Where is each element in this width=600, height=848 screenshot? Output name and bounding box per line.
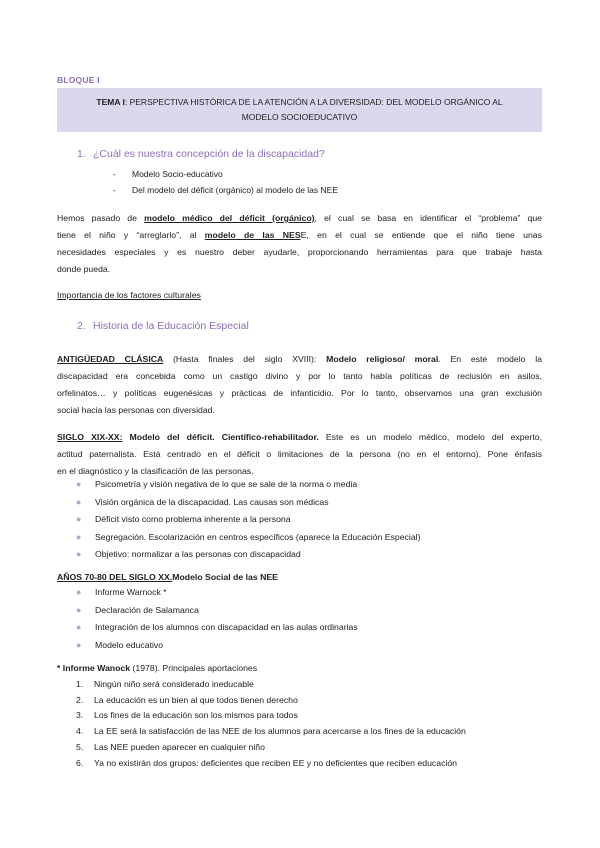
anos-heading — [57, 572, 278, 582]
section-1-heading — [77, 148, 325, 160]
list-item: 3. Los fines de la educación son los mismos para todos — [76, 710, 298, 721]
bloque-label: BLOQUE I — [57, 75, 100, 85]
term-modelo-religioso: Modelo religioso/ moral — [326, 354, 439, 364]
list-item: ● Objetivo: normalizar a las personas con discapacidad — [76, 546, 420, 564]
list-item: ● Psicometría y visión negativa de lo que se sale de la norma o media — [76, 476, 420, 494]
term-anos: AÑOS 70-80 DEL SIGLO XX. — [57, 572, 173, 582]
list-item: 6. Ya no existirán dos grupos: deficientes que reciben EE y no deficientes que reciben educación — [76, 757, 458, 768]
section-2-heading — [77, 320, 249, 332]
tema-title-part1: : PERSPECTIVA HISTÓRICA DE LA ATENCIÓN A LA DIVERSIDAD: DEL MODELO ORGÁNICO AL — [124, 97, 503, 107]
tema-line-1 — [57, 95, 542, 110]
bullet-icon: ● — [76, 587, 82, 597]
bullet-icon: ● — [76, 496, 82, 507]
section-1-title: ¿Cuál es nuestra concepción de la discapacidad? — [93, 148, 325, 160]
section-2-title: Historia de la Educación Especial — [93, 320, 249, 332]
bullet-icon: ● — [76, 514, 82, 524]
paragraph-antiguedad: ANTIGÜEDAD CLÁSICA (Hasta finales del siglo XVIII): Modelo religioso/ moral. En este modelo la discapacidad era concebida como un castigo divino y por lo tanto había políticas de reclusión en asilos, orfelinatos… y políticas eugenésicas y prácticas de infanticidio. Por lo tanto, observamos una gran exclusión social hacia las personas con diversidad. — [57, 354, 542, 415]
section-2-number: 2. — [77, 320, 86, 332]
list-item: ● Declaración de Salamanca — [76, 602, 358, 620]
section-1-number: 1. — [77, 148, 86, 160]
paragraph-siglo: SIGLO XIX-XX: Modelo del déficit. Científico-rehabilitador. Este es un modelo médico, modelo del experto, actitud paternalista. Está centrado en el déficit o limitaciones de la persona (no en el entorno). Pone énfasis en el diagnóstico y la clasificación de las personas. — [57, 432, 542, 476]
list-item: ● Visión orgánica de la discapacidad. Las causas son médicas — [76, 494, 420, 512]
term-modelo-deficit: Modelo del déficit. Científico-rehabilitador. — [122, 432, 319, 442]
tema-title-part2: MODELO SOCIOEDUCATIVO — [241, 112, 358, 122]
anos-bullet-list — [76, 584, 358, 654]
term-modelo-social: Modelo Social de las NEE — [172, 572, 278, 582]
bullet-icon: ● — [76, 531, 82, 542]
list-item: ● Segregación. Escolarización en centros específicos (aparece la Educación Especial) — [76, 529, 420, 547]
list-item: 1. Ningún niño será considerado ineducable — [76, 679, 254, 689]
bullet-icon: ● — [76, 549, 82, 559]
term-modelo-nee: modelo de las NES — [204, 230, 301, 240]
term-modelo-medico: modelo médico del déficit (orgánico) — [144, 213, 315, 223]
list-item: 5. Las NEE pueden aparecer en cualquier niño — [76, 741, 265, 752]
bullet-icon: ● — [76, 639, 82, 650]
bullet-icon: ● — [76, 622, 82, 632]
list-item: ● Integración de los alumnos con discapacidad en las aulas ordinarias — [76, 619, 358, 637]
bullet-icon: ● — [76, 479, 82, 489]
tema-header-box — [57, 88, 542, 132]
bullet-icon: ● — [76, 604, 82, 615]
term-antiguedad: ANTIGÜEDAD CLÁSICA — [57, 354, 164, 364]
list-item: 4. La EE será la satisfacción de las NEE de los alumnos para acercarse a los fines de la educación — [76, 726, 466, 737]
importancia-heading: Importancia de los factores culturales — [57, 290, 201, 300]
term-siglo: SIGLO XIX-XX: — [57, 432, 123, 442]
list-item: - Modelo Socio-educativo — [113, 169, 223, 179]
warnock-numbered-list — [76, 677, 466, 771]
section-1-list — [113, 166, 338, 198]
list-item: ● Modelo educativo — [76, 637, 358, 655]
list-item: - Del modelo del déficit (orgánico) al modelo de las NEE — [113, 185, 338, 195]
term-informe-warnock: Informe Wanock — [62, 663, 131, 673]
paragraph-modelo: Hemos pasado de modelo médico del déficit (orgánico), el cual se basa en identificar el “problema” que tiene el niño y “arreglarlo”, al modelo de las NESE, en el cual se entiende que el niño tiene unas necesidades especiales y es nuestro deber ayudarle, proporcionando herramientas para que trabaje hasta donde pueda. — [57, 213, 542, 274]
list-item: ● Déficit visto como problema inherente a la persona — [76, 511, 420, 529]
list-item: ● Informe Warnock * — [76, 584, 358, 602]
tema-label: TEMA I — [96, 97, 125, 107]
warnock-heading: * Informe Wanock (1978). Principales aportaciones — [57, 663, 258, 673]
siglo-bullet-list — [76, 476, 420, 564]
list-item: 2. La educación es un bien al que todos tienen derecho — [76, 694, 298, 705]
